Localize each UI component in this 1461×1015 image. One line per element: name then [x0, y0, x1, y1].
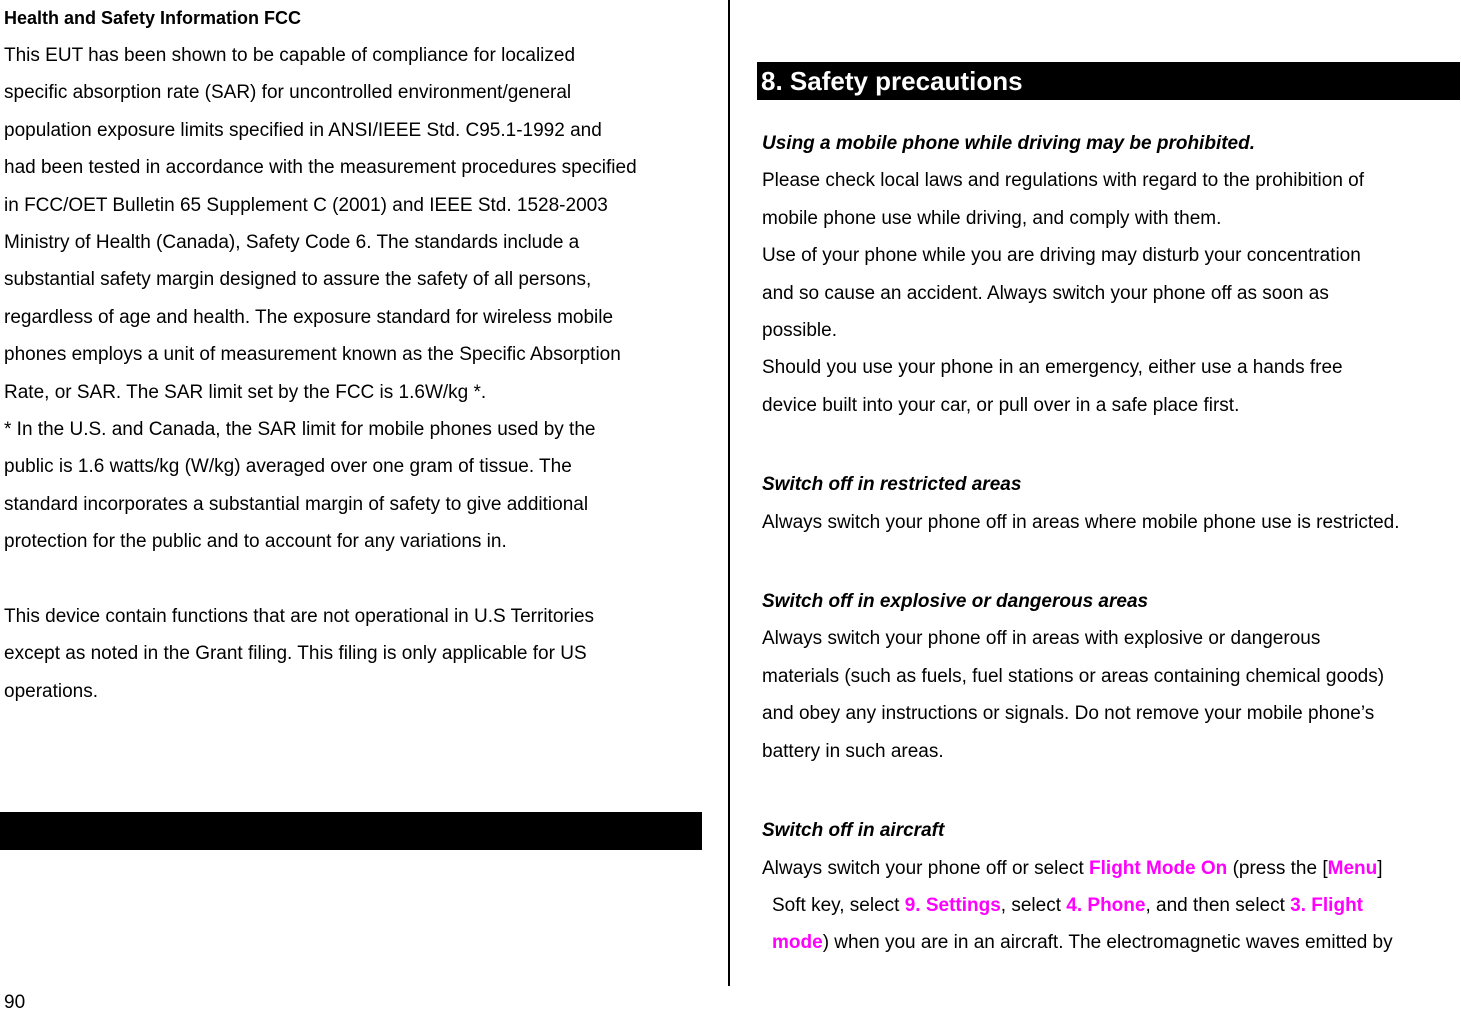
text-line: Should you use your phone in an emergency, either use a hands free [762, 357, 1343, 379]
text-line: possible. [762, 320, 837, 342]
text-run: Soft key, select [772, 894, 905, 916]
text-line: and obey any instructions or signals. Do not remove your mobile phone’s [762, 703, 1375, 725]
text-line: substantial safety margin designed to assure the safety of all persons, [4, 269, 592, 291]
text-line: operations. [4, 680, 99, 702]
section-title: 8. Safety precautions [757, 62, 1460, 100]
text-run: ] [1377, 857, 1383, 879]
text-line: This EUT has been shown to be capable of compliance for localized [4, 45, 576, 66]
spacer [762, 770, 1461, 812]
text-line: specific absorption rate (SAR) for uncontrolled environment/general [4, 82, 572, 104]
settings-highlight: 9. Settings [904, 894, 1001, 916]
text-line: public is 1.6 watts/kg (W/kg) averaged over one gram of tissue. The [4, 456, 572, 478]
text-run: (press the [ [1227, 857, 1328, 879]
text-line: Rate, or SAR. The SAR limit set by the FCC is 1.6W/kg *. [4, 381, 487, 403]
aircraft-line-3 [762, 924, 1461, 961]
restricted-heading: Switch off in restricted areas [762, 474, 1022, 496]
spacer [762, 424, 1461, 466]
aircraft-line-1 [762, 850, 1461, 887]
text-line: Always switch your phone off in areas where mobile phone use is restricted. [762, 511, 1400, 533]
text-run: , and then select [1145, 894, 1291, 916]
phone-highlight: 4. Phone [1066, 894, 1146, 916]
sar-paragraph [4, 37, 704, 561]
fcc-heading: Health and Safety Information FCC [4, 8, 302, 28]
explosive-heading: Switch off in explosive or dangerous areas [762, 591, 1149, 613]
text-line: device built into your car, or pull over in a safe place first. [762, 394, 1240, 416]
spacer [762, 541, 1461, 583]
page-number: 90 [4, 992, 26, 1013]
text-line: in FCC/OET Bulletin 65 Supplement C (2001) and IEEE Std. 1528-2003 [4, 194, 608, 216]
aircraft-line-2 [762, 887, 1461, 924]
aircraft-heading: Switch off in aircraft [762, 820, 945, 842]
text-line: phones employs a unit of measurement known as the Specific Absorption [4, 344, 621, 366]
text-line: regardless of age and health. The exposure standard for wireless mobile [4, 306, 614, 328]
flight-mode-on-highlight: Flight Mode On [1089, 857, 1228, 879]
text-run: ) when you are in an aircraft. The electromagnetic waves emitted by [822, 932, 1393, 954]
territories-paragraph [4, 598, 704, 710]
text-line: had been tested in accordance with the measurement procedures specified [4, 157, 637, 179]
mode-highlight: mode [772, 932, 823, 954]
left-section-bar [0, 812, 702, 850]
text-line: Ministry of Health (Canada), Safety Code 6. The standards include a [4, 232, 580, 254]
text-line: protection for the public and to account for any variations in. [4, 531, 507, 553]
text-line: and so cause an accident. Always switch your phone off as soon as [762, 282, 1329, 304]
text-line: except as noted in the Grant filing. This filing is only applicable for US [4, 643, 587, 665]
left-column [4, 0, 704, 710]
column-divider [728, 0, 730, 986]
text-line: standard incorporates a substantial margin of safety to give additional [4, 493, 589, 515]
text-line: battery in such areas. [762, 740, 944, 762]
text-line: materials (such as fuels, fuel stations or areas containing chemical goods) [762, 665, 1385, 687]
driving-heading: Using a mobile phone while driving may be prohibited. [762, 133, 1255, 154]
text-line: Please check local laws and regulations with regard to the prohibition of [762, 170, 1365, 192]
spacer [4, 561, 704, 598]
menu-key-highlight: Menu [1327, 857, 1378, 879]
text-line: This device contain functions that are not operational in U.S Territories [4, 605, 595, 627]
flight-highlight: 3. Flight [1290, 894, 1363, 916]
text-run: , select [1000, 894, 1067, 916]
text-run: Always switch your phone off or select [762, 857, 1090, 879]
text-line: Always switch your phone off in areas with explosive or dangerous [762, 628, 1321, 650]
text-line: population exposure limits specified in ANSI/IEEE Std. C95.1-1992 and [4, 119, 602, 141]
right-column [762, 125, 1461, 962]
text-line: mobile phone use while driving, and comply with them. [762, 207, 1222, 229]
text-line: * In the U.S. and Canada, the SAR limit for mobile phones used by the [4, 419, 596, 441]
text-line: Use of your phone while you are driving may disturb your concentration [762, 245, 1361, 267]
